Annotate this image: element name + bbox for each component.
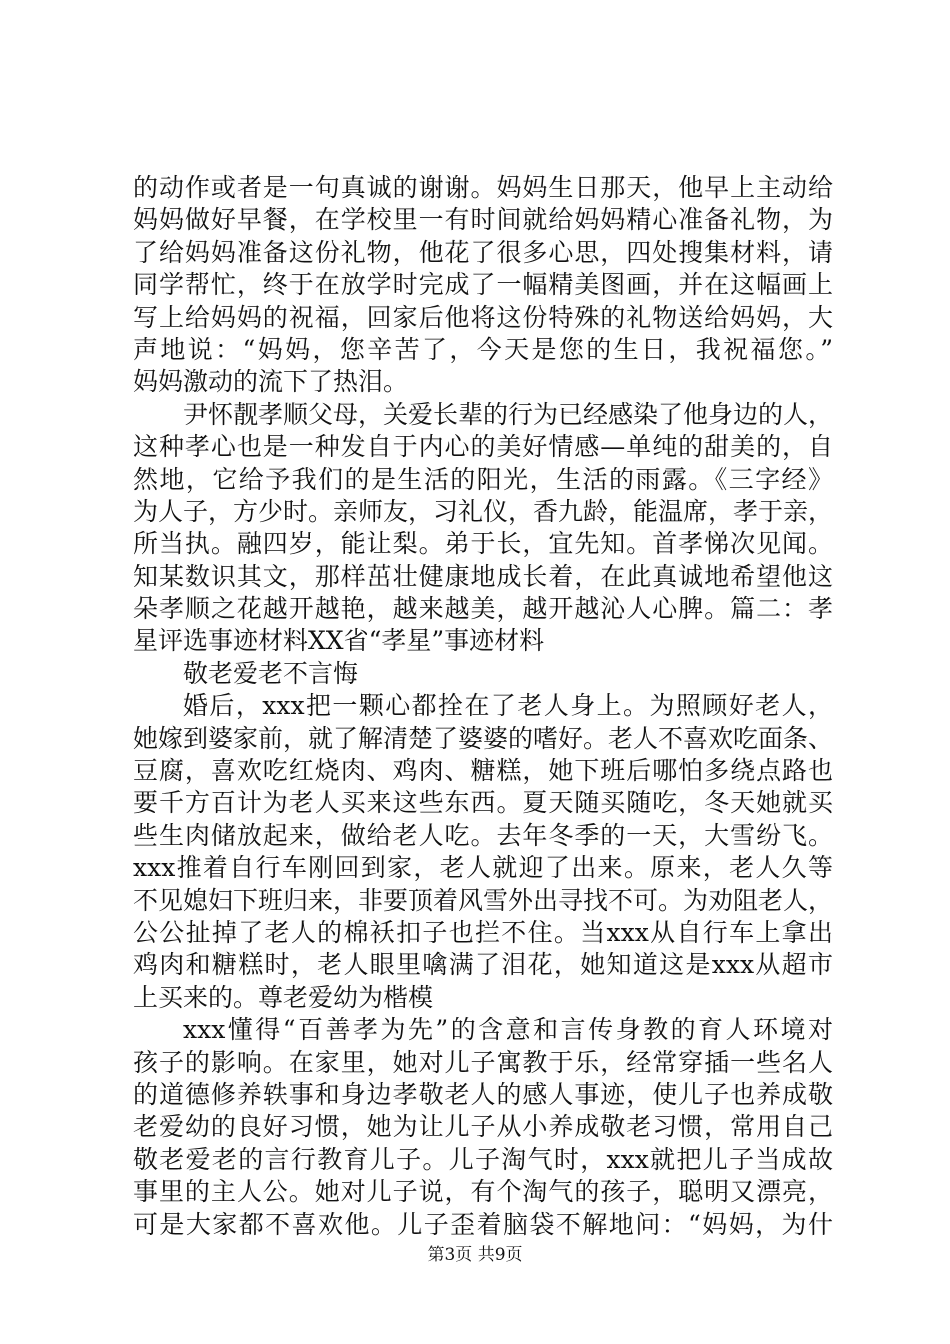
text-line: 为人子，方少时。亲师友，习礼仪，香九龄，能温席，孝于亲， (133, 496, 834, 526)
body-text (133, 172, 833, 1241)
text-line: 妈妈激动的流下了热泪。 (133, 367, 409, 397)
page-number-footer: 第3页 共9页 (427, 1245, 523, 1265)
text-line: 尹怀靓孝顺父母，关爱长辈的行为已经感染了他身边的人， (183, 399, 834, 429)
text-line: 孩子的影响。在家里，她对儿子寓教于乐，经常穿插一些名人 (133, 1047, 833, 1077)
text-line: 上买来的。尊老爱幼为楷模 (133, 982, 434, 1012)
text-line: 的动作或者是一句真诚的谢谢。妈妈生日那天，他早上主动给 (133, 173, 833, 202)
text-line: 敬老爱老的言行教育儿子。儿子淘气时，xxx就把儿子当成故 (133, 1144, 833, 1174)
text-line: 的道德修养轶事和身边孝敬老人的感人事迹，使儿子也养成敬 (133, 1079, 833, 1109)
text-line: 老爱幼的良好习惯，她为让儿子从小养成敬老习惯，常用自己 (133, 1112, 833, 1142)
text-line: 了给妈妈准备这份礼物，他花了很多心思，四处搜集材料，请 (133, 237, 833, 267)
text-line: 婚后，xxx把一颗心都拴在了老人身上。为照顾好老人， (183, 691, 833, 721)
text-line: 鸡肉和糖糕时，老人眼里噙满了泪花，她知道这是xxx从超市 (133, 950, 833, 980)
text-line: 星评选事迹材料XX省“孝星”事迹材料 (133, 626, 545, 656)
text-line: 然地，它给予我们的是生活的阳光，生活的雨露。《三字经》 (133, 464, 833, 494)
text-line: 这种孝心也是一种发自于内心的美好情感—单纯的甜美的，自 (133, 432, 833, 462)
text-line: 同学帮忙，终于在放学时完成了一幅精美图画，并在这幅画上 (133, 270, 833, 300)
text-line: 公公扯掉了老人的棉袄扣子也拦不住。当xxx从自行车上拿出 (133, 917, 833, 947)
text-line: 写上给妈妈的祝福，回家后他将这份特殊的礼物送给妈妈，大 (133, 302, 833, 332)
text-line: 朵孝顺之花越开越艳，越来越美，越开越沁人心脾。篇二：孝 (133, 594, 833, 624)
text-line: 些生肉储放起来，做给老人吃。去年冬季的一天，大雪纷飞。 (133, 820, 833, 850)
text-line: xxx推着自行车刚回到家，老人就迎了出来。原来，老人久等 (133, 853, 833, 883)
section-heading: 敬老爱老不言悔 (183, 658, 359, 688)
text-line: 知某数识其文，那样茁壮健康地成长着，在此真诚地希望他这 (133, 561, 833, 591)
text-line: 妈妈做好早餐，在学校里一有时间就给妈妈精心准备礼物，为 (133, 205, 833, 235)
text-line: xxx懂得“百善孝为先”的含意和言传身教的育人环境对 (183, 1015, 833, 1045)
text-line: 豆腐，喜欢吃红烧肉、鸡肉、糖糕，她下班后哪怕多绕点路也 (133, 756, 833, 786)
text-line: 事里的主人公。她对儿子说，有个淘气的孩子，聪明又漂亮， (133, 1177, 833, 1207)
text-line: 她嫁到婆家前，就了解清楚了婆婆的嗜好。老人不喜欢吃面条、 (133, 723, 834, 753)
text-line: 声地说：“妈妈，您辛苦了，今天是您的生日，我祝福您。” (133, 334, 833, 364)
text-line: 可是大家都不喜欢他。儿子歪着脑袋不解地问：“妈妈，为什 (133, 1209, 833, 1239)
text-line: 要千方百计为老人买来这些东西。夏天随买随吃，冬天她就买 (133, 788, 833, 818)
text-line: 所当执。融四岁，能让梨。弟于长，宜先知。首孝悌次见闻。 (133, 529, 833, 559)
text-line: 不见媳妇下班归来，非要顶着风雪外出寻找不可。为劝阻老人， (133, 885, 834, 915)
